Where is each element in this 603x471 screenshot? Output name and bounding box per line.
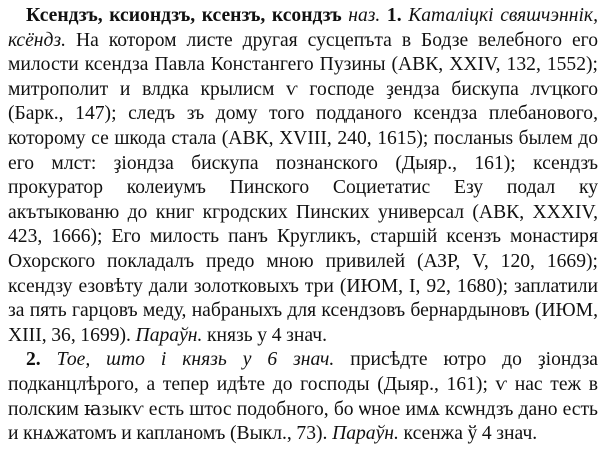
sense-2-paradigm-label: Параўн. (332, 423, 399, 445)
sense-2-gloss: Тое, што і князь у 6 знач. (56, 349, 335, 371)
sense-1-gloss: Каталіцкі свяшчэннік, ксёндз. (8, 5, 598, 51)
sense-1-paradigm-body: князь у 4 знач. (207, 324, 327, 346)
sense-1-paradigm-label: Параўн. (135, 324, 203, 346)
sense-1-number: 1. (386, 5, 402, 26)
sense-2-number: 2. (26, 349, 41, 371)
sense-2-body: присѣдте ютро до ҙіондза подканцлѣрого, а тепер идѣте до господы (Дыяр., 161); ѵ нас теж в полским ꙗзыкѵ есть штос подобного, бо ѡное имѧ ксѡндзъ дано есть и кнѧжатомъ и капланомъ (Выкл., 73). (8, 349, 599, 445)
sense-2-paradigm-body: ксенжа ў 4 знач. (403, 423, 538, 445)
headword: Ксендзъ, ксиондзъ, ксензъ, ксондзъ (26, 5, 342, 26)
part-of-speech: наз. (348, 5, 381, 26)
sense-1-body: На котором листе другая сусцепъта в Бодзе велебного его милости ксендза Павла Констангего Пузины (АВК, XXIV, 132, 1552); митрополит и влдка крылисм ѵ господе ҙендза бискупа лѵцкого (Барк., 147); следъ зъ дому того подданого ксендза плебанового, которому се шкода стала (АВК, XVIII, 240, 1615); посланыs былем до его млст: ҙіондза бискупа познанского (Дыяр., 161); ксендзъ прокуратор колеиумъ Пинского Социетатис Езу подал ку акътыкованю до книг кгродских Пинских универсал (АВК, XXXIV, 423, 1666); Его милость панъ Кругликъ, старшій ксензъ монастиря Охорского покладалъ предо мною привилей (АЗР, V, 120, 1669); ксендзу езовѣту дали золотковыхъ три (ИЮМ, I, 92, 1680); заплатили за пять гарцовъ меду, набраныхъ для ксендзовъ бернардыновъ (ИЮМ, XIII, 36, 1699). (8, 29, 598, 346)
dictionary-entry (8, 4, 598, 447)
sense-1-paragraph (8, 4, 598, 348)
sense-2-paragraph (8, 348, 598, 446)
